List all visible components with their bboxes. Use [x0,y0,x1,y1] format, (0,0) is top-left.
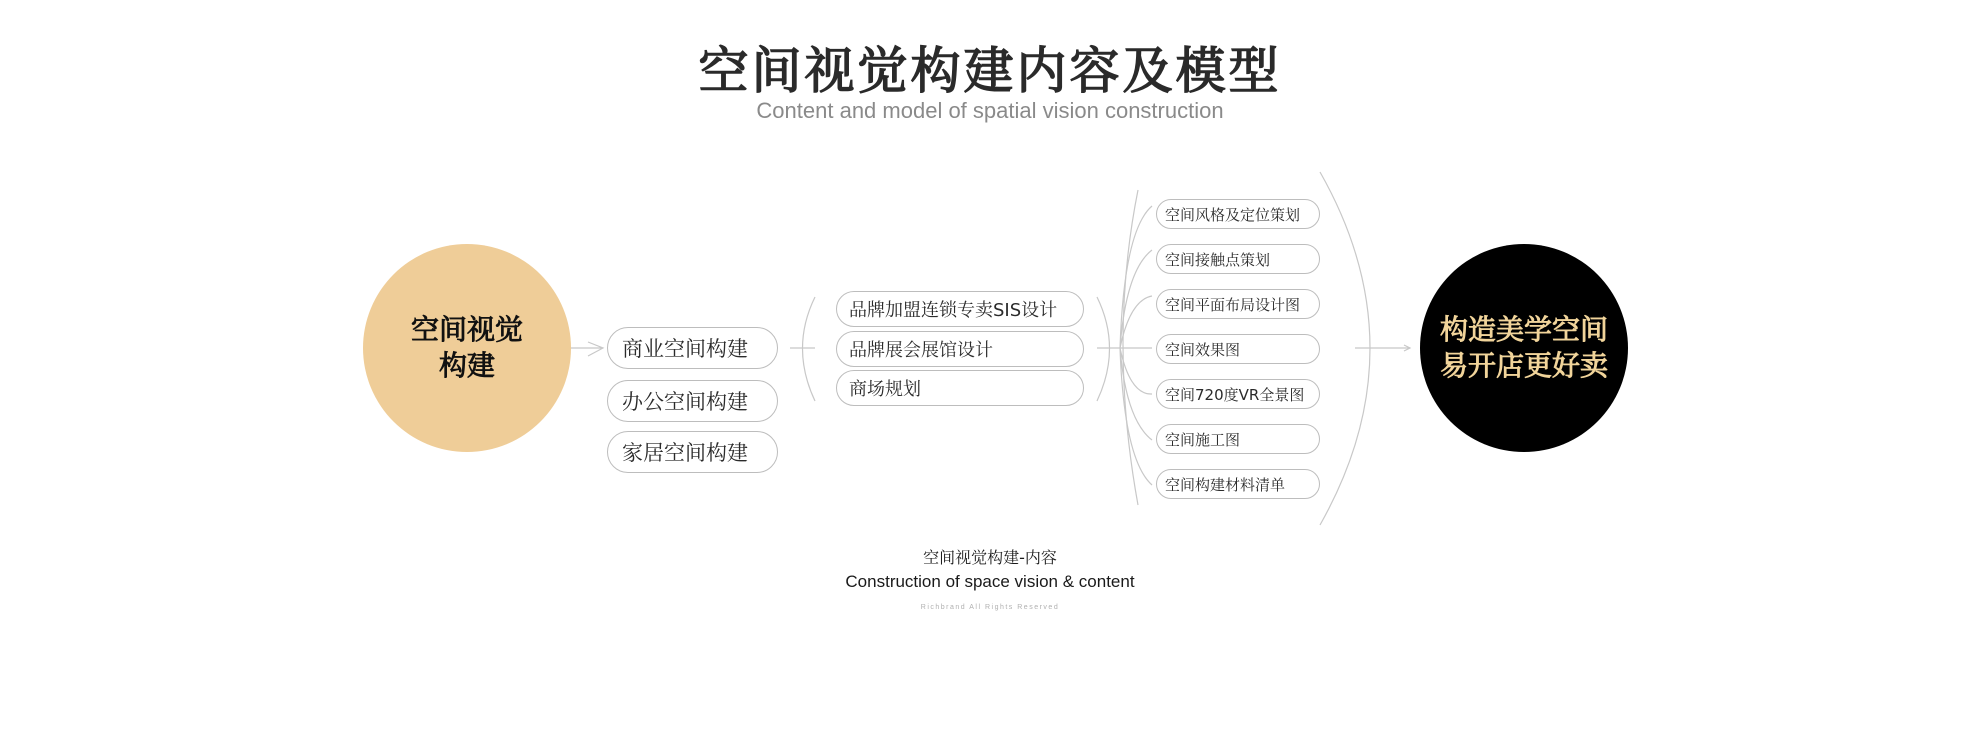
level2-node-sis: 品牌加盟连锁专卖SIS设计 [836,291,1084,327]
caption-english: Construction of space vision & content [845,572,1135,591]
level3-node-vr: 空间720度VR全景图 [1156,379,1320,409]
result-circle-line2: 易开店更好卖 [1439,349,1608,382]
source-circle-line2: 构建 [438,349,495,382]
bracket-level2-left [803,297,816,401]
level1-node-office: 办公空间构建 [607,380,778,422]
page-subtitle: Content and model of spatial vision construction [756,98,1224,123]
level2-node-exhibition: 品牌展会展馆设计 [836,331,1084,367]
fan-level3 [1120,206,1152,485]
result-circle [1420,244,1628,452]
level2-node-mall: 商场规划 [836,370,1084,406]
caption-chinese: 空间视觉构建-内容 [923,548,1057,567]
bracket-level2-right [1097,297,1110,401]
level3-node-layout: 空间平面布局设计图 [1156,289,1320,319]
page-title: 空间视觉构建内容及模型 [698,42,1282,100]
source-circle-line1: 空间视觉 [410,313,523,346]
level1-node-home: 家居空间构建 [607,431,778,473]
connector-circle-to-level1 [571,342,603,356]
source-circle [363,244,571,452]
copyright-notice: Richbrand All Rights Reserved [920,604,1060,611]
level3-node-touchpoint: 空间接触点策划 [1156,244,1320,274]
level3-node-materials: 空间构建材料清单 [1156,469,1320,499]
level3-node-style: 空间风格及定位策划 [1156,199,1320,229]
result-circle-line1: 构造美学空间 [1439,313,1608,346]
level3-node-construction: 空间施工图 [1156,424,1320,454]
level1-node-commercial: 商业空间构建 [607,327,778,369]
level3-node-render: 空间效果图 [1156,334,1320,364]
